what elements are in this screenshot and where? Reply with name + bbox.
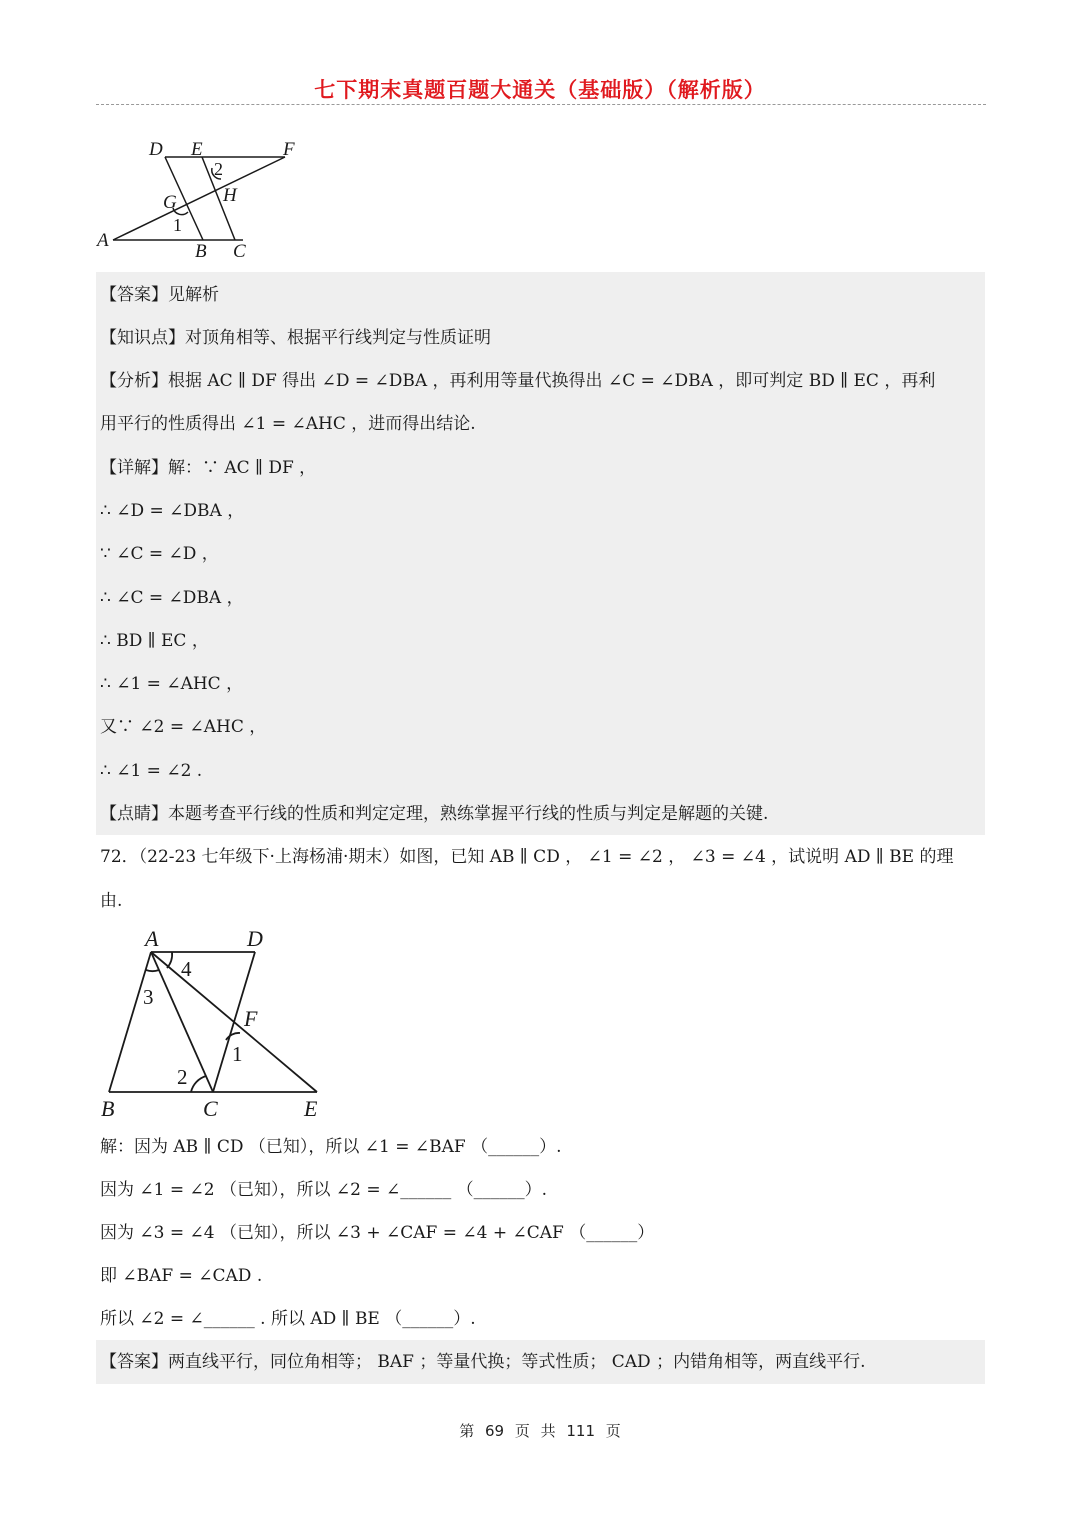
analysis-71-line1: 【分析】根据 AC ∥ DF 得出 ∠D = ∠DBA ，再利用等量代换得出 ∠C = ∠DBA ，即可判定 BD ∥ EC ，再利: [100, 371, 936, 391]
label-angle-4: 4: [181, 957, 192, 981]
figure-72-diagram: [95, 922, 335, 1122]
problem-72-line1: 72．（22-23 七年级下·上海杨浦·期末）如图，已知 AB ∥ CD ， ∠1 = ∠2 ， ∠3 = ∠4 ，试说明 AD ∥ BE 的理: [100, 847, 954, 867]
label-f: F: [283, 139, 295, 160]
label-b: B: [195, 241, 207, 262]
segment-af: [113, 157, 285, 240]
fill-72-line2: 因为 ∠1 = ∠2 （已知），所以 ∠2 = ∠______ （______）.: [100, 1180, 548, 1200]
label-e: E: [304, 1096, 318, 1121]
label-angle-2: 2: [177, 1065, 188, 1089]
detail-71-line4: ∴ ∠C = ∠DBA ，: [100, 588, 244, 608]
detail-71-line1: 【详解】解：∵ AC ∥ DF ，: [100, 458, 317, 478]
header-divider: [96, 104, 986, 105]
detail-71-line2: ∴ ∠D = ∠DBA ，: [100, 501, 245, 521]
label-g: G: [163, 192, 177, 213]
problem-72-line2: 由.: [100, 891, 123, 911]
angle-2-arc: [191, 1076, 206, 1092]
segment-ab: [109, 952, 151, 1092]
label-angle-1: 1: [232, 1042, 243, 1066]
solution-71-block: [96, 272, 985, 835]
page-header-title: 七下期末真题百题大通关（基础版）（解析版）: [314, 78, 766, 102]
label-f: F: [244, 1006, 258, 1031]
fill-72-line4: 即 ∠BAF = ∠CAD .: [100, 1266, 263, 1286]
label-angle-1: 1: [173, 215, 182, 235]
detail-71-line6: ∴ ∠1 = ∠AHC ，: [100, 674, 244, 694]
detail-71-line5: ∴ BD ∥ EC ，: [100, 631, 209, 651]
angle-3-arc: [146, 970, 159, 971]
detail-71-line7: 又∵ ∠2 = ∠AHC ，: [100, 717, 267, 737]
label-e: E: [191, 139, 203, 160]
label-a: A: [97, 230, 109, 251]
label-c: C: [233, 241, 246, 262]
fill-72-line1: 解：因为 AB ∥ CD （已知），所以 ∠1 = ∠BAF （______）.: [100, 1137, 562, 1157]
detail-71-line3: ∵ ∠C = ∠D ，: [100, 544, 219, 564]
label-h: H: [223, 185, 237, 206]
knowledge-71: 【知识点】对顶角相等、根据平行线判定与性质证明: [100, 328, 491, 348]
label-d: D: [247, 926, 263, 951]
angle-4-arc: [167, 952, 172, 968]
comment-71: 【点睛】本题考查平行线的性质和判定定理，熟练掌握平行线的性质与判定是解题的关键.: [100, 804, 769, 824]
detail-71-line8: ∴ ∠1 = ∠2 .: [100, 761, 203, 781]
segment-ae: [151, 952, 317, 1092]
label-c: C: [203, 1096, 218, 1121]
label-b: B: [101, 1096, 115, 1121]
answer-71: 【答案】见解析: [100, 285, 219, 305]
label-angle-2: 2: [214, 159, 223, 179]
analysis-71-line2: 用平行的性质得出 ∠1 = ∠AHC ，进而得出结论.: [100, 414, 476, 434]
page-number-footer: 第 69 页 共 111 页: [459, 1422, 621, 1440]
fill-72-line5: 所以 ∠2 = ∠______ . 所以 AD ∥ BE （______）.: [100, 1309, 476, 1329]
fill-72-line3: 因为 ∠3 = ∠4 （已知），所以 ∠3 + ∠CAF = ∠4 + ∠CAF （______）: [100, 1223, 655, 1243]
label-a: A: [145, 926, 159, 951]
figure-71-diagram: [95, 135, 315, 265]
label-angle-3: 3: [143, 985, 154, 1009]
label-d: D: [149, 139, 163, 160]
answer-72: 【答案】两直线平行，同位角相等； BAF ；等量代换；等式性质； CAD ；内错角相等，两直线平行.: [100, 1352, 866, 1372]
